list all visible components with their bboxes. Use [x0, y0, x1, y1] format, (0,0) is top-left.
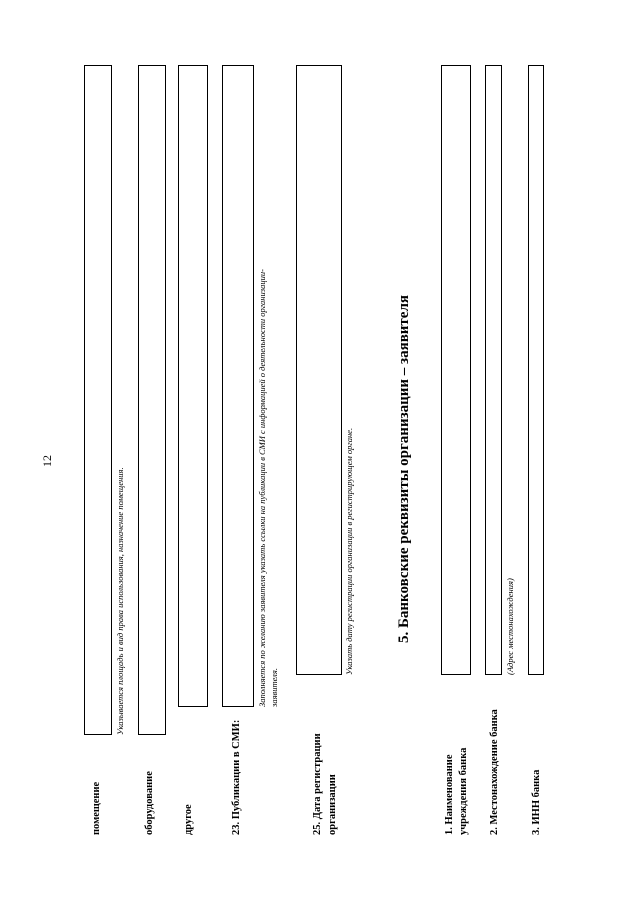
field-hint-media-line1: Заполняется по желанию заявителя указать ссылки на публикации в СМИ с информацией о деятельности организации-	[257, 269, 267, 707]
field-label-equipment: оборудование	[144, 771, 155, 835]
bank-name-label-line2: учреждения банка	[458, 747, 469, 835]
field-label-premises: помещение	[91, 781, 102, 835]
bank-location-box[interactable]	[485, 65, 502, 675]
field-box-equipment[interactable]	[138, 65, 166, 735]
bank-location-label: 2. Местонахождение банка	[489, 709, 500, 835]
field-hint-registration-date: Указать дату регистрации организации в регистрирующем органе.	[344, 427, 354, 675]
page-number: 12	[40, 455, 54, 467]
bank-name-box[interactable]	[441, 65, 471, 675]
field-hint-premises: Указывается площадь и вид права использования, назначение помещения.	[115, 467, 125, 735]
field-box-media[interactable]	[222, 65, 254, 707]
bank-inn-box[interactable]	[528, 65, 544, 675]
field-label-media: 23. Публикации в СМИ:	[231, 719, 242, 835]
field-hint-media-line2: заявителя.	[269, 668, 279, 707]
field-label-registration-date-line2: организации	[327, 774, 338, 835]
field-box-other[interactable]	[178, 65, 208, 707]
bank-location-hint: (Адрес местонахождения)	[505, 578, 515, 675]
field-label-registration-date-line1: 25. Дата регистрации	[312, 733, 323, 835]
section-5-title: 5. Банковские реквизиты организации – заявителя	[396, 295, 412, 643]
field-box-registration-date[interactable]	[296, 65, 342, 675]
field-box-premises[interactable]	[84, 65, 112, 735]
bank-name-label-line1: 1. Наименование	[444, 754, 455, 835]
field-label-other: другое	[183, 804, 194, 835]
bank-inn-label: 3. ИНН банка	[531, 769, 542, 835]
